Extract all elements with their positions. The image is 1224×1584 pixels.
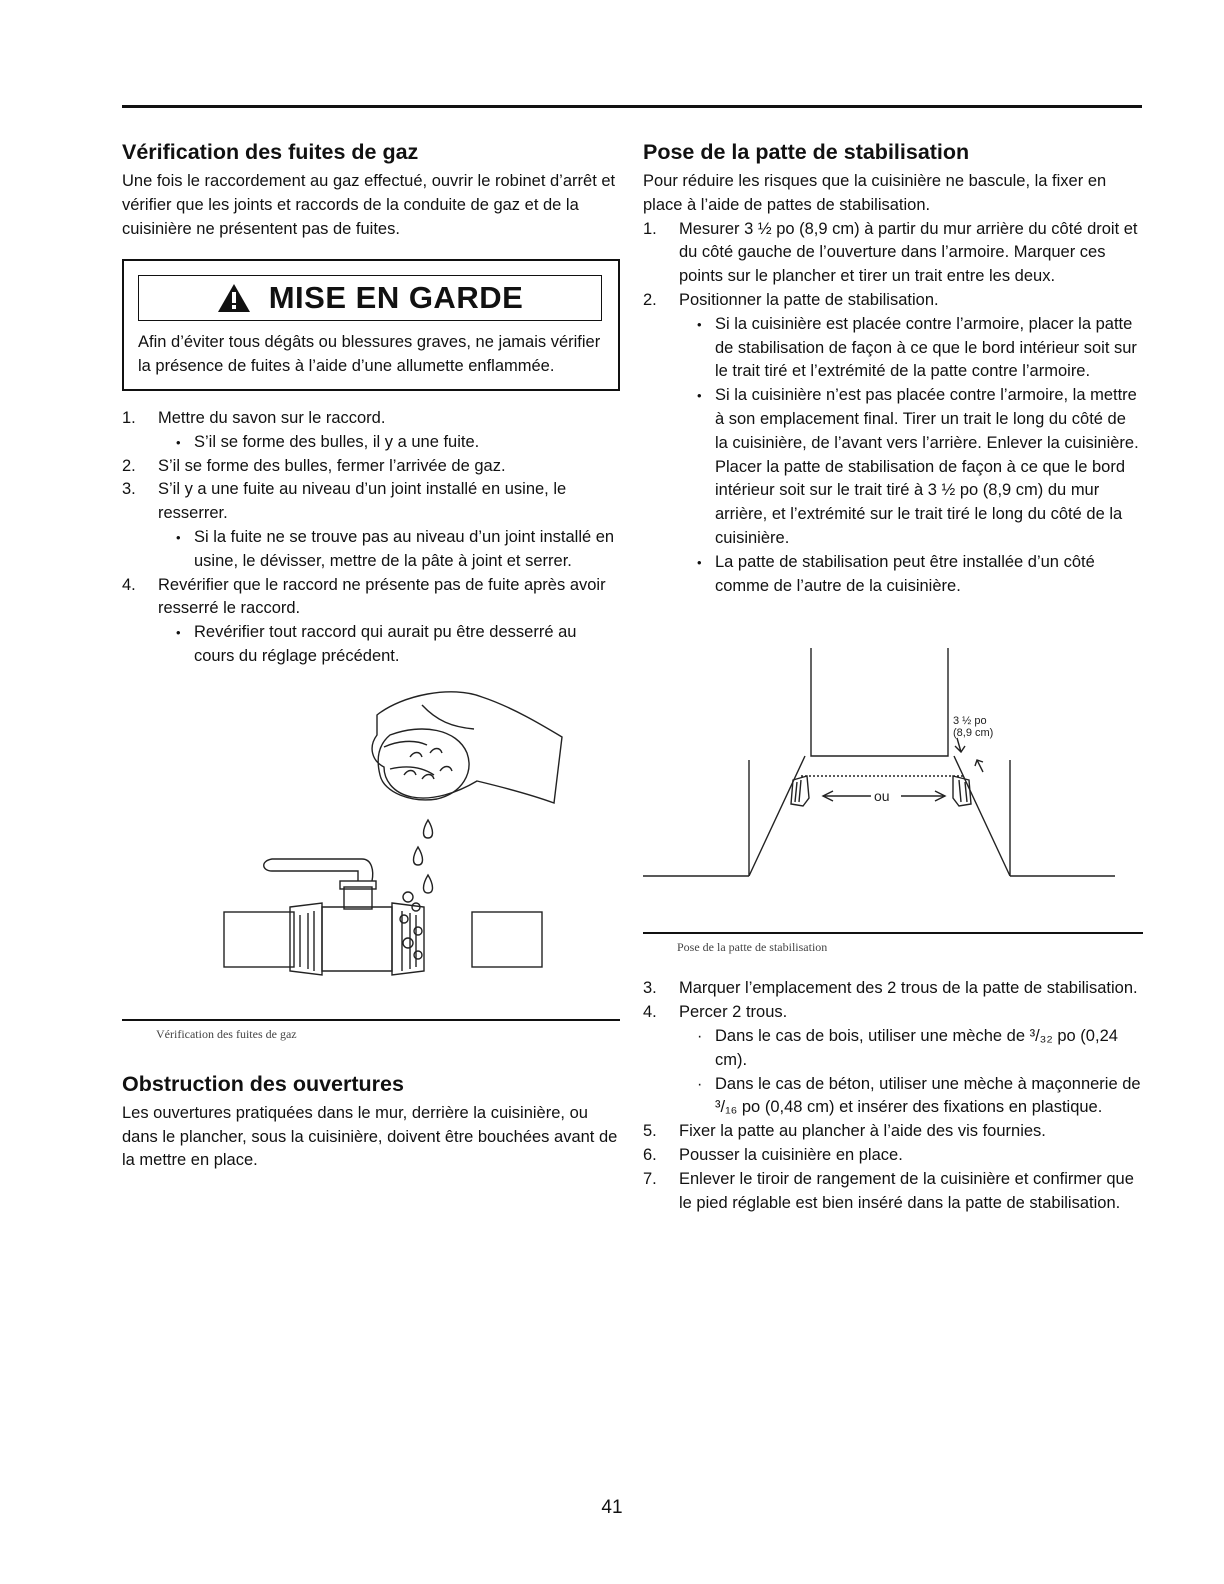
figure-caption: Pose de la patte de stabilisation bbox=[677, 940, 828, 955]
list-item bbox=[643, 1001, 1143, 1120]
sub-bullet: • Si la cuisinière n’est pas placée contre l’armoire, la mettre à son emplacement final. Tirer un trait le long du côté de la cuisinière, de l’avant vers l’arrière. Enlever la cuisinière. Placer la patte de stabilisation de façon à ce que le bord intérieur soit sur le trait tiré à 3 ½ po (8,9 cm) du mur arrière, et l’extrémité sur le trait tiré le long du côté de la cuisinière. bbox=[697, 384, 1143, 551]
top-rule bbox=[122, 105, 1142, 108]
gas-leak-illustration bbox=[122, 675, 620, 1005]
step-text: Positionner la patte de stabilisation. bbox=[679, 290, 939, 309]
step-text: Pousser la cuisinière en place. bbox=[679, 1145, 903, 1164]
sub-bullet: · Dans le cas de béton, utiliser une mèche à maçonnerie de ³/₁₆ po (0,48 cm) et insérer des fixations en plastique. bbox=[697, 1073, 1143, 1121]
measurement-label: 3 ½ po bbox=[953, 715, 987, 728]
obstruction-text: Les ouvertures pratiquées dans le mur, derrière la cuisinière, ou dans le plancher, sous la cuisinière, doivent être bouchées avant de la mettre en place. bbox=[122, 1103, 618, 1170]
step-number: 5. bbox=[643, 1122, 657, 1141]
step-number: 1. bbox=[122, 408, 136, 427]
figure-caption: Vérification des fuites de gaz bbox=[156, 1026, 297, 1041]
step-number: 4. bbox=[122, 575, 136, 594]
page-number: 41 bbox=[601, 1497, 623, 1518]
step-number: 2. bbox=[643, 290, 657, 309]
warning-triangle-icon bbox=[217, 283, 251, 313]
list-item bbox=[643, 977, 1143, 1001]
step-text: Percer 2 trous. bbox=[679, 1003, 788, 1022]
step-number: 2. bbox=[122, 456, 136, 475]
step-text: Revérifier que le raccord ne présente pas de fuite après avoir resserré le raccord. bbox=[158, 575, 606, 618]
step-text: Marquer l’emplacement des 2 trous de la patte de stabilisation. bbox=[679, 979, 1138, 998]
step-text: Fixer la patte au plancher à l’aide des vis fournies. bbox=[679, 1122, 1046, 1141]
list-item bbox=[122, 478, 620, 573]
warning-text: Afin d’éviter tous dégâts ou blessures graves, ne jamais vérifier la présence de fuites à l’aide d’une allumette enflammée. bbox=[138, 333, 601, 376]
anti-tip-intro: Pour réduire les risques que la cuisinière ne bascule, la fixer en place à l’aide de pattes de stabilisation. bbox=[643, 172, 1107, 214]
section-title-anti-tip: Pose de la patte de stabilisation bbox=[643, 140, 970, 164]
sub-bullet: • S’il se forme des bulles, il y a une fuite. bbox=[176, 431, 620, 455]
left-column bbox=[122, 138, 620, 1173]
list-item bbox=[643, 218, 1143, 289]
anti-tip-steps-a bbox=[643, 218, 1143, 599]
or-label: ou bbox=[874, 788, 890, 805]
sub-bullet: • Revérifier tout raccord qui aurait pu être desserré au cours du réglage précédent. bbox=[176, 621, 620, 669]
anti-tip-steps-b bbox=[643, 977, 1143, 1215]
step-text: Enlever le tiroir de rangement de la cuisinière et confirmer que le pied réglable est bien inséré dans la patte de stabilisation. bbox=[679, 1169, 1134, 1212]
step-text: S’il se forme des bulles, fermer l’arrivée de gaz. bbox=[158, 456, 506, 475]
measurement-label-metric: (8,9 cm) bbox=[953, 727, 994, 740]
warning-header bbox=[138, 275, 602, 321]
leak-intro: Une fois le raccordement au gaz effectué, ouvrir le robinet d’arrêt et vérifier que les joints et raccords de la conduite de gaz et de la cuisinière ne présentent pas de fuites. bbox=[122, 172, 616, 238]
sub-bullet: • Si la cuisinière est placée contre l’armoire, placer la patte de stabilisation de façon à ce que le bord intérieur soit sur le trait tiré et l’extrémité de la patte contre l’armoire. bbox=[697, 313, 1143, 384]
step-number: 6. bbox=[643, 1145, 657, 1164]
sub-bullet: · Dans le cas de bois, utiliser une mèche de ³/₃₂ po (0,24 cm). bbox=[697, 1025, 1143, 1073]
step-number: 1. bbox=[643, 219, 657, 238]
right-column bbox=[643, 138, 1143, 1215]
anti-tip-bracket-illustration bbox=[643, 648, 1143, 898]
sub-bullet: • Si la fuite ne se trouve pas au niveau d’un joint installé en usine, le dévisser, mettre de la pâte à joint et serrer. bbox=[176, 526, 620, 574]
step-number: 4. bbox=[643, 1003, 657, 1022]
step-text: Mettre du savon sur le raccord. bbox=[158, 408, 386, 427]
leak-steps bbox=[122, 407, 620, 669]
step-number: 3. bbox=[122, 480, 136, 499]
list-item bbox=[643, 1120, 1143, 1144]
warning-title: MISE EN GARDE bbox=[268, 280, 524, 316]
step-text: S’il y a une fuite au niveau d’un joint installé en usine, le resserrer. bbox=[158, 480, 567, 523]
step-number: 7. bbox=[643, 1169, 657, 1188]
list-item bbox=[122, 574, 620, 669]
step-number: 3. bbox=[643, 979, 657, 998]
list-item bbox=[643, 1144, 1143, 1168]
section-title-obstruction: Obstruction des ouvertures bbox=[122, 1071, 404, 1096]
warning-box bbox=[122, 259, 620, 391]
list-item bbox=[643, 1168, 1143, 1216]
step-text: Mesurer 3 ½ po (8,9 cm) à partir du mur arrière du côté droit et du côté gauche de l’ouverture dans l’armoire. Marquer ces points sur le plancher et tirer un trait entre les deux. bbox=[679, 219, 1138, 286]
sub-bullet: • La patte de stabilisation peut être installée d’un côté comme de l’autre de la cuisinière. bbox=[697, 551, 1143, 599]
list-item bbox=[643, 289, 1143, 598]
list-item bbox=[122, 455, 620, 479]
list-item bbox=[122, 407, 620, 455]
section-title-leak-check: Vérification des fuites de gaz bbox=[122, 140, 419, 164]
